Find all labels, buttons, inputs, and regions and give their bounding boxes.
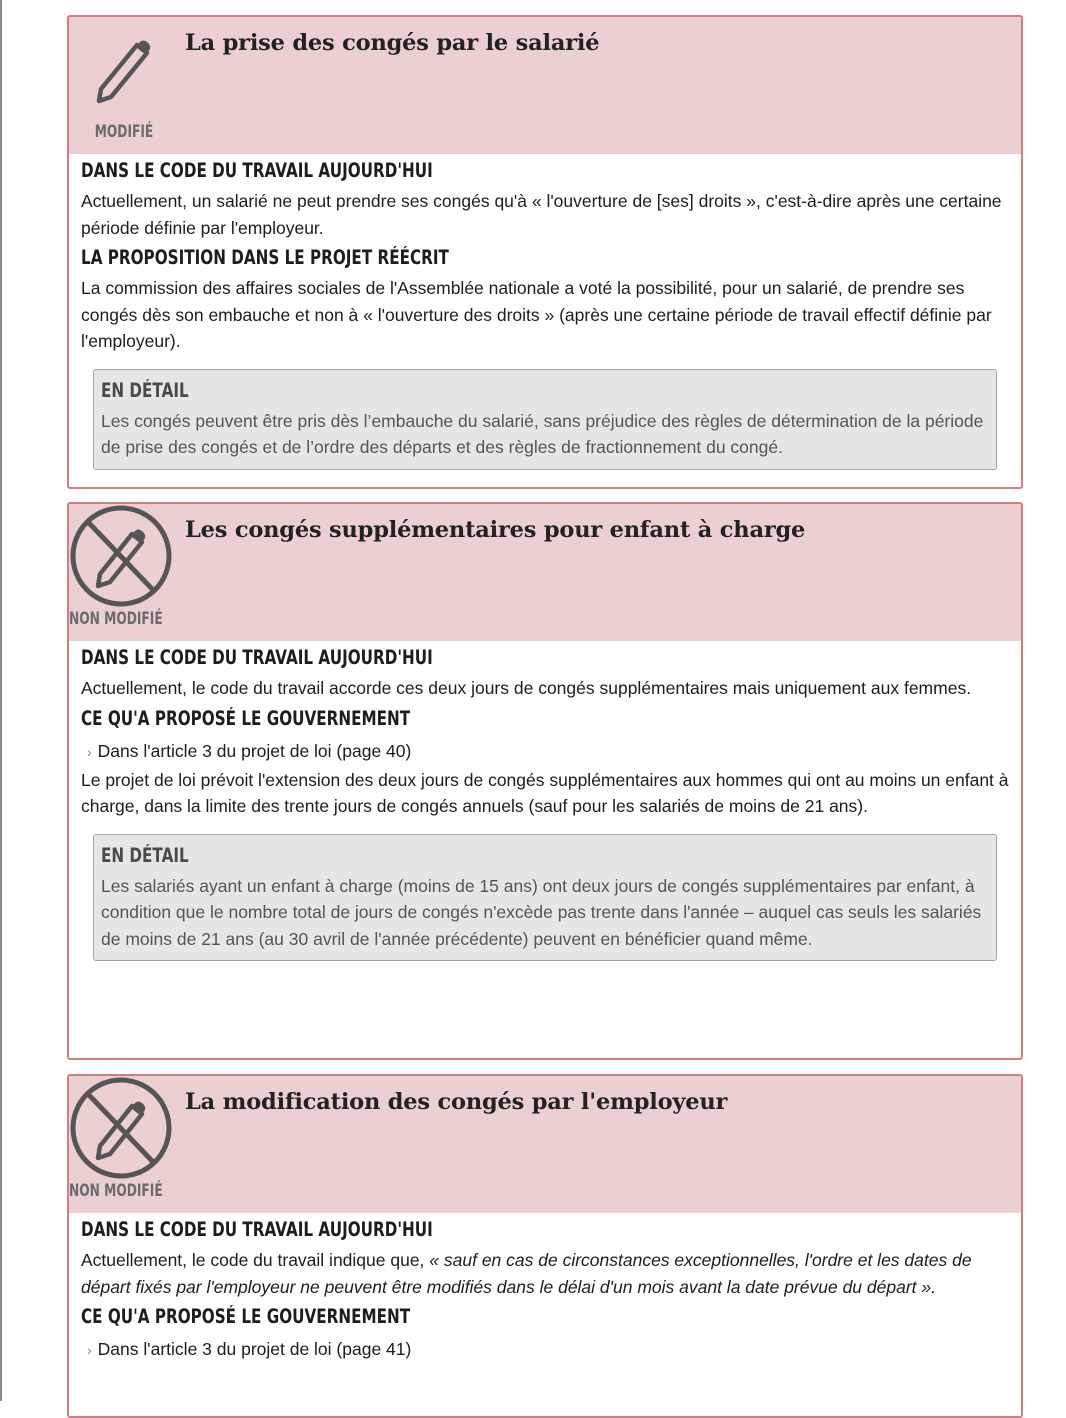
today-text-prefix: Actuellement, le code du travail indique que, <box>81 1250 430 1270</box>
government-heading: CE QU'A PROPOSÉ LE GOUVERNEMENT <box>81 1305 411 1328</box>
status-label: NON MODIFIÉ <box>69 1181 163 1201</box>
government-text: Le projet de loi prévoit l'extension des deux jours de congés supplémentaires aux hommes qui ont au moins un enfant à charge, dans la limite des trente jours de congés annuels (sauf pour les salariés de moins de 21 ans). <box>81 769 1009 816</box>
pencil-icon <box>93 35 153 105</box>
detail-heading: EN DÉTAIL <box>101 843 189 867</box>
today-text-quote: « sauf en cas de circonstances exceptionnelles, l'ordre et les dates de départ fixés par l'employeur ne peuvent être modifiés dans le délai d'un mois avant la date prévue du départ ». <box>81 1250 972 1297</box>
proposal-heading: LA PROPOSITION DANS LE PROJET RÉÉCRIT <box>81 246 449 269</box>
today-heading: DANS LE CODE DU TRAVAIL AUJOURD'HUI <box>81 646 433 669</box>
detail-box <box>93 369 997 470</box>
no-pencil-icon <box>70 1076 173 1179</box>
card-title: La prise des congés par le salarié <box>185 30 600 56</box>
today-heading: DANS LE CODE DU TRAVAIL AUJOURD'HUI <box>81 159 433 182</box>
card-prise-des-conges <box>67 15 1023 489</box>
government-heading: CE QU'A PROPOSÉ LE GOUVERNEMENT <box>81 706 411 730</box>
card-header <box>69 1076 1021 1213</box>
card-header <box>69 17 1021 154</box>
card-modification-conges <box>67 1074 1023 1418</box>
status-label: NON MODIFIÉ <box>69 609 163 629</box>
detail-text: Les congés peuvent être pris dès l’embauche du salarié, sans préjudice des règles de détermination de la période de prise des congés et de l’ordre des départs et des règles de fractionnement du congé. <box>101 410 984 457</box>
article-link[interactable] <box>81 738 1009 765</box>
article-link[interactable] <box>81 1336 1009 1363</box>
today-text <box>81 1247 1009 1300</box>
chevron-right-icon: › <box>87 743 92 760</box>
card-title: Les congés supplémentaires pour enfant à charge <box>185 517 806 543</box>
card-title: La modification des congés par l'employeur <box>185 1089 728 1115</box>
card-header <box>69 504 1021 641</box>
card-conges-enfant <box>67 502 1023 1060</box>
today-text: Actuellement, un salarié ne peut prendre ses congés qu'à « l'ouverture de [ses] droits », c'est-à-dire après une certaine période définie par l'employeur. <box>81 191 1002 238</box>
card-body <box>69 641 1021 973</box>
article-link-text[interactable]: Dans l'article 3 du projet de loi (page 41) <box>97 1339 412 1359</box>
status-label: MODIFIÉ <box>94 122 154 142</box>
today-heading: DANS LE CODE DU TRAVAIL AUJOURD'HUI <box>81 1218 433 1241</box>
card-body <box>69 1213 1021 1377</box>
today-text: Actuellement, le code du travail accorde ces deux jours de congés supplémentaires mais uniquement aux femmes. <box>81 678 972 698</box>
card-body <box>69 154 1021 482</box>
no-pencil-icon <box>70 504 173 607</box>
detail-heading: EN DÉTAIL <box>101 378 189 402</box>
article-link-text[interactable]: Dans l'article 3 du projet de loi (page 40) <box>97 740 412 761</box>
chevron-right-icon: › <box>87 1342 92 1358</box>
left-border <box>0 0 2 1401</box>
proposal-text: La commission des affaires sociales de l'Assemblée nationale a voté la possibilité, pour un salarié, de prendre ses congés dès son embauche et non à « l'ouverture des droits » (après une certaine période de travail effectif définie par l'employeur). <box>81 278 992 351</box>
detail-text: Les salariés ayant un enfant à charge (moins de 15 ans) ont deux jours de congés supplémentaires par enfant, à condition que le nombre total de jours de congés n'excède pas trente dans l'année – auquel cas seuls les salariés de moins de 21 ans (au 30 avril de l'année précédente) peuvent en bénéficier quand même. <box>101 875 982 949</box>
detail-box <box>93 834 997 962</box>
